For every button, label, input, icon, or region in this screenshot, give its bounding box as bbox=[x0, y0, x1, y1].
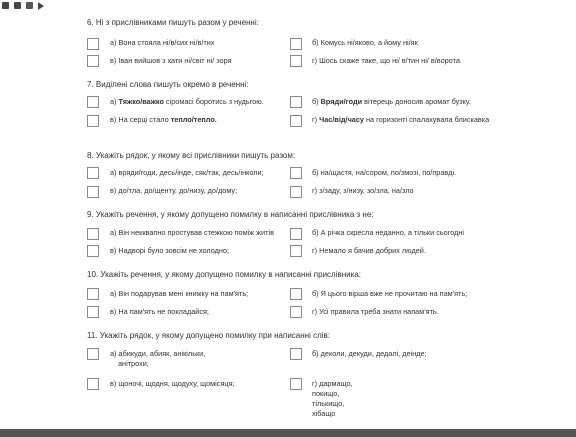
share-icon[interactable] bbox=[26, 2, 33, 9]
option-q7-b-bold: Вряди/годи bbox=[320, 97, 363, 106]
option-q7-g-rest: на горизонті спалахувала блискавка bbox=[363, 115, 490, 124]
question-10-title: 10. Укажіть речення, у якому допущено помилку в написанні прислівника: bbox=[87, 270, 361, 279]
option-q10-a: а) Він подарував мені книжку на пам'ять; bbox=[110, 289, 249, 298]
checkbox-q8-b[interactable] bbox=[290, 167, 302, 179]
checkbox-q10-b[interactable] bbox=[290, 288, 302, 300]
option-q9-b: б) А річка скресла неданно, а тільки сьогодні bbox=[312, 228, 465, 237]
option-q11-v bbox=[110, 379, 235, 389]
checkbox-q6-g[interactable] bbox=[290, 55, 302, 67]
option-q11-g-line-3: тількищо, bbox=[312, 399, 345, 408]
checkbox-q10-g[interactable] bbox=[290, 306, 302, 318]
option-q7-v-bold: тепло/тепло. bbox=[170, 115, 217, 124]
option-q10-b: б) Я цього вірша вже не прочитаю на пам'ять; bbox=[312, 289, 468, 298]
option-q6-a: а) Вона стояла ні/в/сих ні/в/тих bbox=[110, 38, 215, 47]
option-q10-g: г) Усі правила треба знати напам'ять. bbox=[312, 307, 439, 316]
option-q11-v-line-1: в) щоночі, щодня, щодуху, щомісяця; bbox=[110, 379, 235, 388]
option-q6-v: в) Іван вийшов з хати ні/світ ні/ зоря bbox=[110, 56, 232, 65]
checkbox-q8-a[interactable] bbox=[87, 167, 99, 179]
option-q11-g bbox=[312, 379, 353, 419]
option-q11-b bbox=[312, 349, 427, 359]
checkbox-q7-v[interactable] bbox=[87, 115, 99, 127]
checkbox-q9-b[interactable] bbox=[290, 228, 302, 240]
option-q7-a-rest: сіромасі боротись з нудьгою. bbox=[163, 97, 264, 106]
option-q7-g-bold: Час/від/часу bbox=[319, 115, 364, 124]
checkbox-q7-a[interactable] bbox=[87, 96, 99, 108]
checkbox-q8-v[interactable] bbox=[87, 186, 99, 198]
checkbox-q9-g[interactable] bbox=[290, 245, 302, 257]
option-q7-g-prefix: г) bbox=[312, 115, 320, 124]
question-11-title: 11. Укажіть рядок, у якому допущено помилку при написанні слів: bbox=[87, 331, 330, 340]
option-q7-b-prefix: б) bbox=[312, 97, 321, 106]
option-q11-a-line-1: а) абикуди, абияк, анікільки, bbox=[110, 349, 206, 358]
checkbox-q9-v[interactable] bbox=[87, 245, 99, 257]
option-q10-v: в) На пам'ять не покладайся; bbox=[110, 307, 209, 316]
checkbox-q8-g[interactable] bbox=[290, 186, 302, 198]
checkbox-q9-a[interactable] bbox=[87, 228, 99, 240]
toolbar bbox=[0, 0, 576, 12]
option-q11-b-line-1: б) деколи, декуди, дедалі, деінде; bbox=[312, 349, 427, 358]
option-q8-a: а) вряди/годи, десь/інде, сяк/так, десь/інколи; bbox=[110, 168, 264, 177]
question-7-title: 7. Виділені слова пишуть окремо в реченні: bbox=[87, 80, 249, 89]
option-q7-a-bold: Тяжко/важко bbox=[118, 97, 164, 106]
checkbox-q10-a[interactable] bbox=[87, 288, 99, 300]
option-q11-g-line-2: покищо, bbox=[312, 389, 340, 398]
option-q8-b: б) на/щастя, на/сором, по/змозі, по/правді. bbox=[312, 168, 457, 177]
option-q9-a: а) Він некквапно простував стежкою поміж житів bbox=[110, 228, 274, 237]
option-q11-g-line-1: г) дармащо, bbox=[312, 379, 353, 388]
checkbox-q6-v[interactable] bbox=[87, 55, 99, 67]
checkbox-q11-v[interactable] bbox=[87, 378, 99, 390]
option-q7-a bbox=[110, 97, 264, 107]
option-q7-b bbox=[312, 97, 471, 107]
option-q7-v-prefix: в) На серці стало bbox=[110, 115, 171, 124]
play-icon[interactable] bbox=[38, 2, 44, 10]
question-9-title: 9. Укажіть речення, у якому допущено помилку в написанні прислівника з не: bbox=[87, 210, 374, 219]
checkbox-q6-a[interactable] bbox=[87, 38, 99, 50]
option-q7-a-prefix: а) bbox=[110, 97, 119, 106]
option-q7-g bbox=[312, 115, 512, 125]
checkbox-q11-a[interactable] bbox=[87, 348, 99, 360]
checkbox-q6-b[interactable] bbox=[290, 38, 302, 50]
image-icon[interactable] bbox=[14, 2, 21, 9]
option-q9-v: в) Надворі було зовсім не холодно; bbox=[110, 246, 230, 255]
option-q6-g: г) Шось скаже таке, що ні/ в/тин ні/ в/ворота. bbox=[312, 56, 462, 65]
question-8-title: 8. Укажіть рядок, у якому всі прислівники пишуть разом: bbox=[87, 151, 296, 160]
option-q7-b-rest: вітерець доносив аромат бузку. bbox=[362, 97, 471, 106]
option-q7-v bbox=[110, 115, 217, 125]
bottom-bar bbox=[0, 429, 576, 437]
option-q8-g: г) з/заду, з/низу, зо/зла, на/зло bbox=[312, 186, 414, 195]
checkbox-q10-v[interactable] bbox=[87, 306, 99, 318]
checkbox-q7-b[interactable] bbox=[290, 96, 302, 108]
option-q11-g-line-4: хібащо bbox=[312, 409, 336, 418]
checkbox-q11-b[interactable] bbox=[290, 348, 302, 360]
option-q11-a-line-2: анітрохи; bbox=[118, 359, 149, 368]
checkbox-q7-g[interactable] bbox=[290, 115, 302, 127]
option-q11-a bbox=[110, 349, 205, 369]
option-q9-g: г) Немало я бачив добрих людей. bbox=[312, 246, 426, 255]
menu-icon[interactable] bbox=[2, 2, 9, 9]
checkbox-q11-g[interactable] bbox=[290, 378, 302, 390]
option-q8-v: в) до/тла, до/щенту, до/низу, до/дому; bbox=[110, 186, 238, 195]
option-q6-b: б) Комусь ні/яково, а йому ні/як bbox=[312, 38, 418, 47]
question-6-title: 6. Ні з прислівниками пишуть разом у реченні: bbox=[87, 18, 259, 27]
